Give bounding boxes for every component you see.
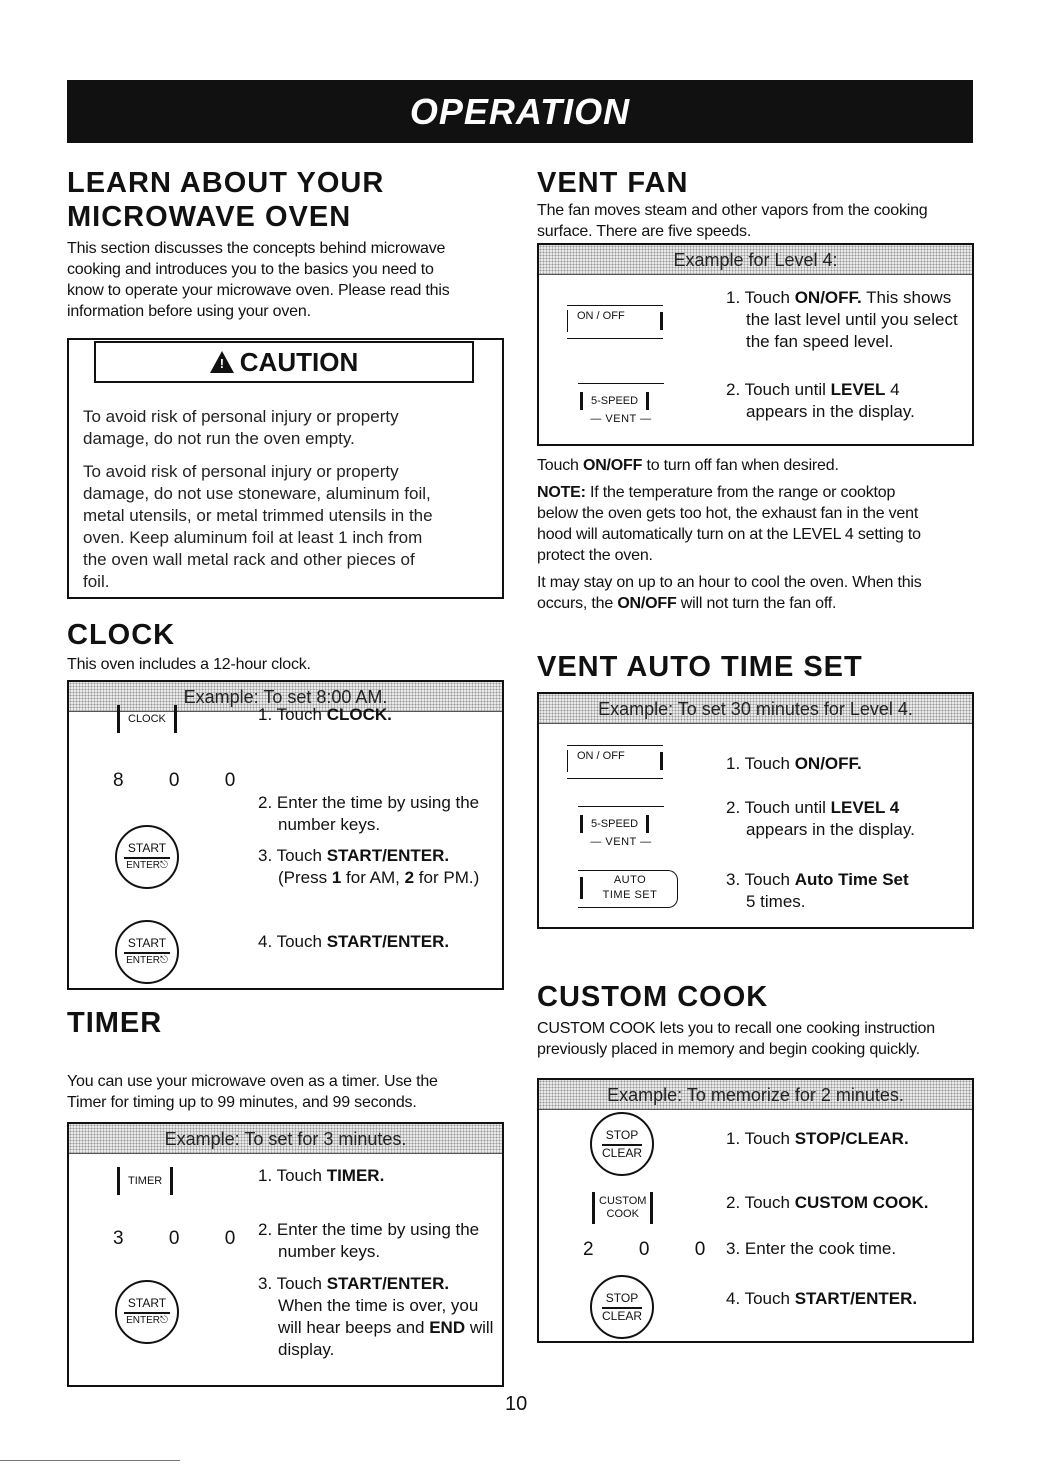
caution-line: oven. Keep aluminum foil at least 1 inch from [83, 528, 423, 547]
timer-step-3: 3. Touch START/ENTER. When the time is over, you will hear beeps and END will display. [258, 1274, 494, 1359]
clock-title: CLOCK [67, 619, 176, 651]
on-off-key [567, 305, 663, 339]
learn-body-line: This section discusses the concepts behind microwave [67, 240, 446, 257]
timer-step-1: 1. Touch TIMER. [258, 1166, 385, 1185]
custom-label: CUSTOM [599, 1195, 647, 1207]
learn-title-line1: LEARN ABOUT YOUR [67, 167, 385, 199]
timer-title: TIMER [67, 1007, 163, 1039]
footer-rule [0, 1460, 180, 1461]
auto-time-set-key [578, 870, 678, 908]
5-speed-key [580, 815, 649, 833]
clock-digits: 8 0 0 [113, 770, 256, 791]
vent-label: — VENT — [590, 836, 652, 848]
stop-label: STOP [602, 1292, 642, 1309]
page-number: 10 [505, 1393, 528, 1415]
stop-clear-key [590, 1275, 654, 1339]
start-enter-key [115, 920, 179, 984]
custom-example-header: Example: To memorize for 2 minutes. [539, 1080, 972, 1110]
caution-paragraph-1 [83, 406, 498, 450]
clock-step-3: 3. Touch START/ENTER. (Press 1 for AM, 2 for PM.) [258, 846, 480, 887]
timer-body-line: Timer for timing up to 99 minutes, and 99 seconds. [67, 1094, 417, 1111]
caution-paragraph-2 [83, 461, 498, 593]
learn-title-line2: MICROWAVE OVEN [67, 201, 352, 233]
on-off-label: ON / OFF [577, 750, 625, 762]
learn-body-line: cooking and introduces you to the basics you need to [67, 261, 434, 278]
clock-example-header: Example: To set 8:00 AM. [69, 682, 502, 712]
custom-step-1: 1. Touch STOP/CLEAR. [726, 1129, 909, 1148]
5-speed-label: 5-SPEED [591, 818, 639, 830]
stop-label: STOP [602, 1129, 642, 1146]
timer-example-header: Example: To set for 3 minutes. [69, 1124, 502, 1154]
caution-title [94, 341, 474, 383]
start-label: START [124, 937, 170, 954]
custom-step-2: 2. Touch CUSTOM COOK. [726, 1193, 929, 1212]
caution-line: damage, do not run the oven empty. [83, 429, 355, 448]
clock-step-2: 2. Enter the time by using the number keys. [258, 793, 480, 834]
caution-line: foil. [83, 572, 110, 591]
custom-title: CUSTOM COOK [537, 981, 769, 1013]
caution-line: To avoid risk of personal injury or property [83, 407, 399, 426]
divider [578, 806, 664, 807]
learn-body-line: know to operate your microwave oven. Please read this [67, 282, 450, 299]
vent-step-1: 1. Touch ON/OFF. This shows the last level until you select the fan speed level. [726, 288, 958, 351]
vent-title: VENT FAN [537, 167, 689, 199]
ventauto-step-3: 3. Touch Auto Time Set 5 times. [726, 870, 909, 911]
warning-icon [210, 351, 234, 373]
ventauto-example-header: Example: To set 30 minutes for Level 4. [539, 694, 972, 724]
stop-clear-key [590, 1112, 654, 1176]
on-off-key [567, 745, 663, 779]
ventauto-step-2: 2. Touch until LEVEL 4 appears in the display. [726, 798, 915, 839]
ventauto-step-1: 1. Touch ON/OFF. [726, 754, 862, 773]
enter-label: ENTER⎋ [126, 1314, 168, 1326]
timer-digits: 3 0 0 [113, 1228, 256, 1249]
5-speed-label: 5-SPEED [591, 395, 639, 407]
custom-body [537, 1018, 977, 1060]
learn-body-line: information before using your oven. [67, 303, 311, 320]
clock-step-4: 4. Touch START/ENTER. [258, 932, 450, 951]
caution-title-text: CAUTION [239, 347, 359, 377]
clear-label: CLEAR [601, 1145, 642, 1160]
caution-line: damage, do not use stoneware, aluminum foil, [83, 484, 431, 503]
timer-key-label: TIMER [128, 1175, 163, 1187]
caution-line: metal utensils, or metal trimmed utensils in the [83, 506, 433, 525]
vent-step-2: 2. Touch until LEVEL 4 appears in the display. [726, 380, 915, 421]
timer-step-2: 2. Enter the time by using the number keys. [258, 1220, 480, 1261]
vent-off-note: Touch ON/OFF to turn off fan when desired. [537, 457, 839, 474]
start-enter-key [115, 1280, 179, 1344]
learn-body [67, 238, 497, 322]
vent-body-line: The fan moves steam and other vapors from the cooking [537, 202, 928, 219]
custom-body-line: previously placed in memory and begin cooking quickly. [537, 1041, 920, 1058]
divider [578, 383, 664, 384]
start-enter-key [115, 825, 179, 889]
start-label: START [124, 1297, 170, 1314]
clock-key [117, 705, 177, 733]
enter-label: ENTER⎋ [126, 859, 168, 871]
vent-body-line: surface. There are five speeds. [537, 223, 752, 240]
vent-example-header: Example for Level 4: [539, 245, 972, 275]
ventauto-title: VENT AUTO TIME SET [537, 651, 863, 683]
vent-stay-note: It may stay on up to an hour to cool the oven. When this occurs, the ON/OFF will not turn the fan off. [537, 574, 922, 612]
clock-step-1: 1. Touch CLOCK. [258, 705, 392, 724]
clear-label: CLEAR [601, 1308, 642, 1323]
auto-label: AUTO [613, 874, 647, 886]
on-off-label: ON / OFF [577, 310, 625, 322]
custom-body-line: CUSTOM COOK lets you to recall one cooking instruction [537, 1020, 935, 1037]
caution-line: the oven wall metal rack and other pieces of [83, 550, 415, 569]
timer-body [67, 1071, 497, 1113]
page-banner: OPERATION [67, 80, 973, 143]
vent-notes [537, 455, 977, 614]
clock-body: This oven includes a 12-hour clock. [67, 656, 311, 673]
custom-cook-key [592, 1192, 653, 1224]
custom-digits: 2 0 0 [583, 1239, 726, 1260]
custom-step-3: 3. Enter the cook time. [726, 1239, 897, 1258]
caution-line: To avoid risk of personal injury or property [83, 462, 399, 481]
learn-title [67, 166, 384, 234]
clock-key-label: CLOCK [128, 713, 166, 725]
vent-body [537, 200, 977, 242]
cook-label: COOK [606, 1208, 639, 1220]
timer-key [117, 1167, 173, 1195]
vent-note: NOTE: If the temperature from the range or cooktop below the oven gets too hot, the exhaust fan in the vent hood will automatically turn on at the LEVEL 4 setting to protect the oven. [537, 484, 921, 564]
custom-step-4: 4. Touch START/ENTER. [726, 1289, 918, 1308]
5-speed-key [580, 392, 649, 410]
enter-label: ENTER⎋ [126, 954, 168, 966]
timer-body-line: You can use your microwave oven as a timer. Use the [67, 1073, 438, 1090]
start-label: START [124, 842, 170, 859]
vent-label: — VENT — [590, 413, 652, 425]
time-set-label: TIME SET [602, 889, 658, 901]
